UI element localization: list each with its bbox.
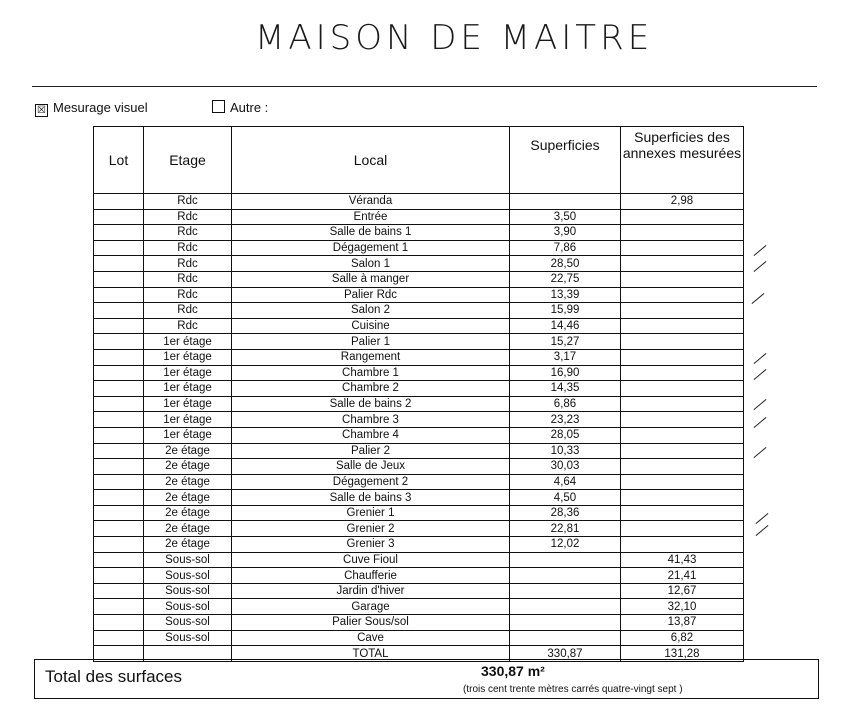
cell-annexe: 41,43: [621, 552, 744, 568]
header-lot: Lot: [94, 127, 144, 194]
cell-superficie: 16,90: [510, 365, 621, 381]
header-annexes: Superficies des annexes mesurées: [621, 127, 744, 194]
cell-etage: Rdc: [144, 225, 232, 241]
cell-etage: Sous-sol: [144, 583, 232, 599]
cell-lot: [94, 521, 144, 537]
table-row: [94, 599, 744, 615]
cell-lot: [94, 194, 144, 210]
table-row: [94, 271, 744, 287]
cell-local: Entrée: [232, 209, 510, 225]
cell-annexe: 2,98: [621, 194, 744, 210]
cell-superficie: 15,99: [510, 303, 621, 319]
cell-annexe: [621, 521, 744, 537]
cell-lot: [94, 303, 144, 319]
cell-superficie: 4,50: [510, 490, 621, 506]
cell-etage: Rdc: [144, 303, 232, 319]
cell-local: Chambre 2: [232, 381, 510, 397]
option-autre: [212, 100, 268, 115]
cell-superficie: 14,46: [510, 318, 621, 334]
document-title: MAISON DE MAITRE: [255, 18, 654, 58]
cell-local: Salle de bains 3: [232, 490, 510, 506]
cell-etage: Rdc: [144, 256, 232, 272]
cell-lot: [94, 537, 144, 553]
table-row: [94, 194, 744, 210]
header-etage: Etage: [144, 127, 232, 194]
cell-lot: [94, 412, 144, 428]
cell-superficie: 13,39: [510, 287, 621, 303]
check-mark: [754, 369, 767, 380]
table-row: [94, 427, 744, 443]
cell-etage: 2e étage: [144, 521, 232, 537]
cell-lot: [94, 349, 144, 365]
cell-superficie: 28,36: [510, 505, 621, 521]
cell-local: Cuve Fioul: [232, 552, 510, 568]
cell-local: Salle de bains 2: [232, 396, 510, 412]
cell-lot: [94, 459, 144, 475]
check-mark: [756, 513, 769, 524]
cell-annexe: 13,87: [621, 615, 744, 631]
table-row: [94, 349, 744, 365]
table-row: [94, 225, 744, 241]
cell-local: Dégagement 1: [232, 240, 510, 256]
cell-etage: Sous-sol: [144, 615, 232, 631]
cell-lot: [94, 396, 144, 412]
cell-annexe: [621, 396, 744, 412]
check-mark: [756, 525, 769, 536]
check-mark: [754, 353, 767, 364]
check-mark: [754, 399, 767, 410]
table-row: [94, 505, 744, 521]
cell-superficie: [510, 552, 621, 568]
cell-local: Cuisine: [232, 318, 510, 334]
cell-local: Salle de bains 1: [232, 225, 510, 241]
cell-superficie: 3,90: [510, 225, 621, 241]
cell-etage: 1er étage: [144, 365, 232, 381]
cell-annexe: [621, 505, 744, 521]
cell-local: Chaufferie: [232, 568, 510, 584]
cell-lot: [94, 318, 144, 334]
table-row: [94, 287, 744, 303]
cell-lot: [94, 568, 144, 584]
cell-local: Rangement: [232, 349, 510, 365]
cell-local: Dégagement 2: [232, 474, 510, 490]
cell-local: Grenier 1: [232, 505, 510, 521]
cell-superficie: 28,05: [510, 427, 621, 443]
cell-local: Garage: [232, 599, 510, 615]
header-local: Local: [232, 127, 510, 194]
table-row: [94, 459, 744, 475]
check-mark: [754, 245, 767, 256]
table-row: [94, 443, 744, 459]
cell-annexe: [621, 334, 744, 350]
cell-superficie: [510, 630, 621, 646]
table-row: [94, 583, 744, 599]
cell-local: Jardin d'hiver: [232, 583, 510, 599]
cell-superficie: 7,86: [510, 240, 621, 256]
cell-etage: Rdc: [144, 318, 232, 334]
cell-annexe: [621, 365, 744, 381]
total-surfaces-box: [34, 659, 819, 699]
cell-etage: Sous-sol: [144, 568, 232, 584]
cell-superficie: [510, 194, 621, 210]
header-divider: [32, 86, 817, 87]
cell-annexe: [621, 537, 744, 553]
check-mark: [754, 447, 767, 458]
cell-lot: [94, 381, 144, 397]
table-row: [94, 568, 744, 584]
cell-etage: Rdc: [144, 209, 232, 225]
cell-local: Véranda: [232, 194, 510, 210]
table-row: [94, 396, 744, 412]
table-row: [94, 630, 744, 646]
cell-etage: 2e étage: [144, 459, 232, 475]
table-row: [94, 365, 744, 381]
cell-lot: [94, 505, 144, 521]
table-row: [94, 490, 744, 506]
cell-annexe: [621, 303, 744, 319]
cell-lot: [94, 365, 144, 381]
cell-lot: [94, 490, 144, 506]
cell-annexe: [621, 240, 744, 256]
table-row: [94, 521, 744, 537]
cell-superficie: 30,03: [510, 459, 621, 475]
cell-local: Cave: [232, 630, 510, 646]
cell-etage: Sous-sol: [144, 630, 232, 646]
cell-etage: 2e étage: [144, 537, 232, 553]
total-superficie: 330,87: [510, 646, 621, 662]
cell-local: Grenier 2: [232, 521, 510, 537]
cell-superficie: 14,35: [510, 381, 621, 397]
cell-superficie: 23,23: [510, 412, 621, 428]
cell-local: Chambre 3: [232, 412, 510, 428]
cell-annexe: [621, 256, 744, 272]
cell-lot: [94, 256, 144, 272]
cell-lot: [94, 599, 144, 615]
cell-local: Palier Rdc: [232, 287, 510, 303]
cell-local: Palier Sous/sol: [232, 615, 510, 631]
cell-etage: 2e étage: [144, 490, 232, 506]
cell-local: Salle de Jeux: [232, 459, 510, 475]
cell-annexe: [621, 443, 744, 459]
cell-local: Chambre 1: [232, 365, 510, 381]
surfaces-table: [93, 126, 744, 662]
cell-lot: [94, 240, 144, 256]
cell-superficie: [510, 568, 621, 584]
cell-local: Palier 1: [232, 334, 510, 350]
cell-etage: 2e étage: [144, 474, 232, 490]
cell-superficie: 12,02: [510, 537, 621, 553]
cell-lot: [94, 474, 144, 490]
cell-etage: Sous-sol: [144, 552, 232, 568]
cell-local: Grenier 3: [232, 537, 510, 553]
table-row: [94, 552, 744, 568]
cell-annexe: [621, 427, 744, 443]
cell-etage: 1er étage: [144, 396, 232, 412]
table-row: [94, 318, 744, 334]
cell-annexe: [621, 412, 744, 428]
option-label: Mesurage visuel: [53, 100, 148, 115]
cell-annexe: [621, 459, 744, 475]
cell-annexe: [621, 271, 744, 287]
table-row: [94, 240, 744, 256]
check-mark: [754, 417, 767, 428]
table-row: [94, 381, 744, 397]
cell-lot: [94, 271, 144, 287]
cell-etage: Rdc: [144, 271, 232, 287]
cell-superficie: 15,27: [510, 334, 621, 350]
table-row: [94, 303, 744, 319]
cell-annexe: [621, 381, 744, 397]
cell-etage: 2e étage: [144, 505, 232, 521]
cell-annexe: [621, 209, 744, 225]
cell-superficie: 3,17: [510, 349, 621, 365]
cell-etage: 1er étage: [144, 381, 232, 397]
cell-local: Palier 2: [232, 443, 510, 459]
cell-annexe: 6,82: [621, 630, 744, 646]
table-row: [94, 615, 744, 631]
cell-annexe: [621, 287, 744, 303]
check-mark: [754, 261, 767, 272]
cell-annexe: 12,67: [621, 583, 744, 599]
cell-superficie: 22,75: [510, 271, 621, 287]
table-row: [94, 334, 744, 350]
cell-superficie: 22,81: [510, 521, 621, 537]
option-label: Autre :: [230, 100, 269, 115]
cell-local: Salle à manger: [232, 271, 510, 287]
cell-etage: 1er étage: [144, 334, 232, 350]
cell-local: Chambre 4: [232, 427, 510, 443]
cell-etage: 1er étage: [144, 427, 232, 443]
table-row: [94, 412, 744, 428]
cell-etage: Rdc: [144, 287, 232, 303]
cell-lot: [94, 615, 144, 631]
cell-annexe: [621, 349, 744, 365]
cell-annexe: 21,41: [621, 568, 744, 584]
cell-superficie: [510, 615, 621, 631]
cell-lot: [94, 209, 144, 225]
cell-lot: [94, 427, 144, 443]
cell-lot: [94, 287, 144, 303]
cell-annexe: [621, 474, 744, 490]
table-row: [94, 256, 744, 272]
total-label: TOTAL: [232, 646, 510, 662]
cell-etage: Rdc: [144, 194, 232, 210]
cell-superficie: 28,50: [510, 256, 621, 272]
cell-etage: 1er étage: [144, 349, 232, 365]
checkbox-autre: [212, 100, 225, 113]
cell-annexe: 32,10: [621, 599, 744, 615]
option-mesurage-visuel: [35, 100, 148, 117]
cell-superficie: [510, 583, 621, 599]
cell-etage: 2e étage: [144, 443, 232, 459]
cell-lot: [94, 225, 144, 241]
cell-lot: [94, 583, 144, 599]
check-mark: [752, 293, 765, 304]
cell-annexe: [621, 318, 744, 334]
cell-lot: [94, 334, 144, 350]
checkbox-mesurage-visuel: ☒: [35, 104, 48, 117]
cell-annexe: [621, 225, 744, 241]
cell-etage: Rdc: [144, 240, 232, 256]
cell-lot: [94, 443, 144, 459]
table-row: [94, 537, 744, 553]
cell-annexe: [621, 490, 744, 506]
table-row: [94, 209, 744, 225]
cell-lot: [94, 630, 144, 646]
cell-superficie: 3,50: [510, 209, 621, 225]
header-superficies: Superficies: [510, 127, 621, 194]
cell-etage: 1er étage: [144, 412, 232, 428]
total-surfaces-value: 330,87 m²: [481, 663, 545, 679]
cell-etage: Sous-sol: [144, 599, 232, 615]
table-row: [94, 474, 744, 490]
cell-superficie: 6,86: [510, 396, 621, 412]
total-surfaces-words: (trois cent trente mètres carrés quatre-vingt sept ): [463, 684, 683, 695]
table-header-row: [94, 127, 744, 194]
cell-lot: [94, 552, 144, 568]
cell-superficie: 10,33: [510, 443, 621, 459]
cell-superficie: 4,64: [510, 474, 621, 490]
total-surfaces-label: Total des surfaces: [45, 667, 183, 686]
cell-local: Salon 2: [232, 303, 510, 319]
total-annexe: 131,28: [621, 646, 744, 662]
cell-local: Salon 1: [232, 256, 510, 272]
cell-superficie: [510, 599, 621, 615]
